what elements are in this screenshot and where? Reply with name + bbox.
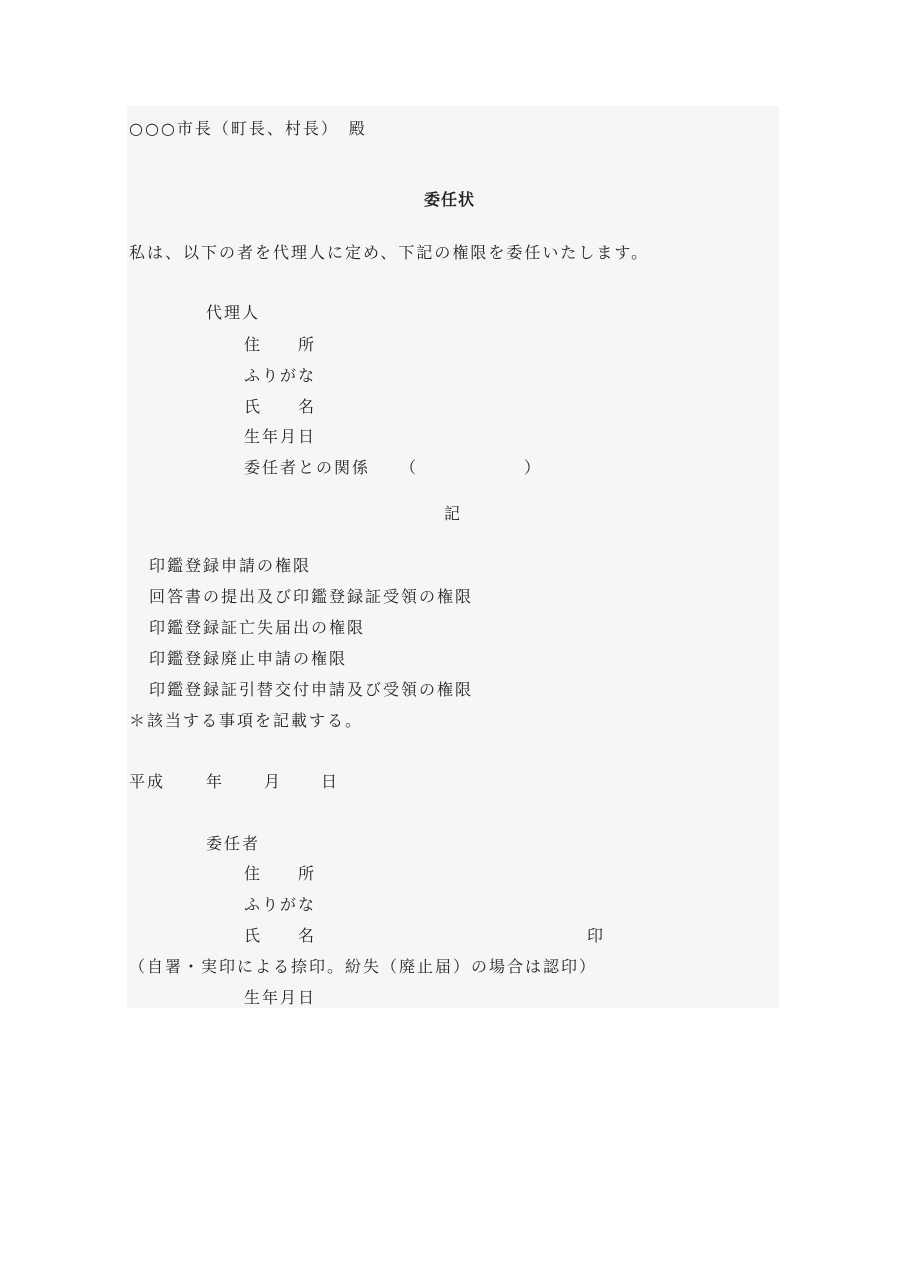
date-month-label: 月 (264, 772, 283, 791)
agent-furigana-label: ふりがな (244, 366, 317, 385)
agent-address-label: 住 所 (244, 335, 317, 354)
authority-item: 印鑑登録申請の権限 (149, 556, 312, 575)
seal-note: （自署・実印による捺印。紛失（廃止届）の場合は認印） (129, 957, 598, 976)
intro-text: 私は、以下の者を代理人に定め、下記の権限を委任いたします。 (129, 243, 650, 262)
principal-name-label: 氏 名 (244, 926, 317, 945)
addressee: ○○○市長（町長、村長） 殿 (129, 119, 367, 138)
agent-relation-close-paren: ） (524, 458, 543, 477)
agent-relation-open-paren: （ (400, 458, 419, 477)
principal-heading: 委任者 (206, 834, 261, 853)
authority-item: 印鑑登録廃止申請の権限 (149, 649, 348, 668)
date-year-label: 年 (206, 772, 225, 791)
note-text: ＊該当する事項を記載する。 (129, 711, 364, 730)
agent-relation-label: 委任者との関係 (244, 458, 371, 477)
ki-heading: 記 (444, 504, 463, 523)
date-day-label: 日 (321, 772, 340, 791)
date-era: 平成 (129, 772, 166, 791)
seal-mark: 印 (587, 926, 606, 945)
principal-furigana-label: ふりがな (244, 895, 317, 914)
document-title: 委任状 (424, 190, 476, 209)
principal-birthdate-label: 生年月日 (244, 988, 317, 1007)
agent-birthdate-label: 生年月日 (244, 427, 317, 446)
authority-item: 印鑑登録証引替交付申請及び受領の権限 (149, 680, 474, 699)
authority-item: 回答書の提出及び印鑑登録証受領の権限 (149, 587, 474, 606)
agent-heading: 代理人 (206, 303, 261, 322)
agent-name-label: 氏 名 (244, 397, 317, 416)
principal-address-label: 住 所 (244, 864, 317, 883)
authority-item: 印鑑登録証亡失届出の権限 (149, 618, 366, 637)
